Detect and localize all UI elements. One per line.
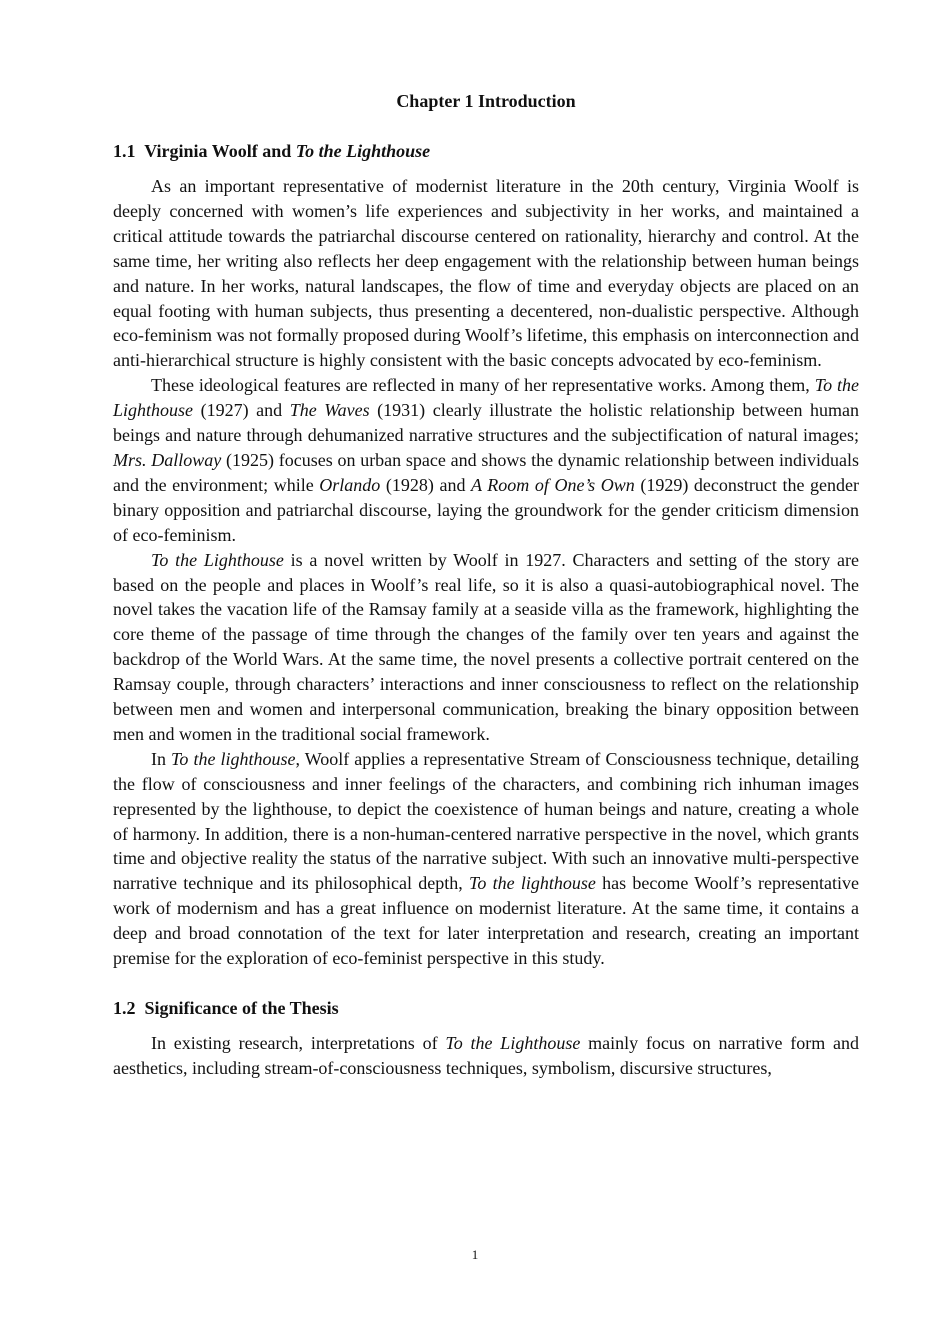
italic-title: A Room of One’s Own bbox=[471, 474, 635, 495]
section-number: 1.1 bbox=[113, 141, 136, 161]
italic-title: Orlando bbox=[319, 474, 381, 495]
section-number: 1.2 bbox=[113, 998, 136, 1018]
page-number: 1 bbox=[471, 1247, 479, 1262]
section-heading-1-2 bbox=[113, 995, 859, 1021]
section-1-1-body bbox=[113, 174, 859, 971]
section-title-plain: Virginia Woolf and bbox=[144, 141, 292, 161]
document-page bbox=[113, 88, 859, 1081]
chapter-title: Chapter 1 Introduction bbox=[396, 91, 576, 111]
section-title-italic: To the Lighthouse bbox=[295, 141, 431, 161]
italic-title: To the lighthouse bbox=[171, 748, 296, 769]
section-heading-1-1 bbox=[113, 138, 859, 164]
paragraph: In To the lighthouse, Woolf applies a representative Stream of Consciousness technique, detailing the flow of consciousness and inner feelings of the characters, and combining rich inhuman images represented by the lighthouse, to depict the coexistence of human beings and nature, creating a whole of harmony. In addition, there is a non-human-centered narrative perspective in the novel, which grants time and objective reality the status of the narrative subject. With such an innovative multi-perspective narrative technique and its philosophical depth, To the lighthouse has become Woolf’s representative work of modernism and has a great influence on modernist literature. At the same time, it contains a deep and broad connotation of the text for later interpretation and research, creating an important premise for the exploration of eco-feminist perspective in this study. bbox=[113, 748, 860, 969]
italic-title: To the Lighthouse bbox=[151, 549, 284, 570]
italic-title: To the Lighthouse bbox=[445, 1033, 581, 1053]
italic-title: To the lighthouse bbox=[468, 873, 596, 894]
section-title: Significance of the Thesis bbox=[144, 998, 339, 1018]
paragraph: In existing research, interpretations of To the Lighthouse mainly focus on narrative form and aesthetics, including stream-of-consciousness techniques, symbolism, discursive structures, bbox=[113, 1033, 860, 1078]
italic-title: To the Lighthouse bbox=[113, 375, 859, 421]
paragraph: To the Lighthouse is a novel written by Woolf in 1927. Characters and setting of the story are based on the people and places in Woolf’s real life, so it is also a quasi-autobiographical novel. The novel takes the vacation life of the Ramsay family at a seaside villa as the framework, highlighting the core theme of the passage of time through the changes of the family over ten years and against the backdrop of the World Wars. At the same time, the novel presents a collective portrait centered on the Ramsay couple, through characters’ interactions and inner consciousness to reflect on the relationship between men and women and interpersonal communication, breaking the binary opposition between men and women in the traditional social framework. bbox=[113, 549, 859, 744]
italic-title: The Waves bbox=[289, 400, 370, 421]
paragraph: As an important representative of modernist literature in the 20th century, Virginia Woolf is deeply concerned with women’s life experiences and subjectivity in her works, and maintained a critical attitude towards the patriarchal discourse centered on rationality, hierarchy and control. At the same time, her writing also reflects her deep engagement with the relationship between human beings and nature. In her works, natural landscapes, the flow of time and everyday objects are placed on an equal footing with human subjects, thus presenting a decentered, non-dualistic perspective. Although eco-feminism was not formally proposed during Woolf’s lifetime, this emphasis on interconnection and anti-hierarchical structure is highly consistent with the basic concepts advocated by eco-feminism. bbox=[113, 176, 859, 371]
paragraph: These ideological features are reflected in many of her representative works. Among them, To the Lighthouse (1927) and The Waves (1931) clearly illustrate the holistic relationship between human beings and nature through dehumanized narrative structures and the subjectification of natural images; Mrs. Dalloway (1925) focuses on urban space and shows the dynamic relationship between individuals and the environment; while Orlando (1928) and A Room of One’s Own (1929) deconstruct the gender binary opposition and patriarchal discourse, laying the groundwork for the gender criticism dimension of eco-feminism. bbox=[113, 375, 860, 545]
italic-title: Mrs. Dalloway bbox=[113, 449, 222, 470]
